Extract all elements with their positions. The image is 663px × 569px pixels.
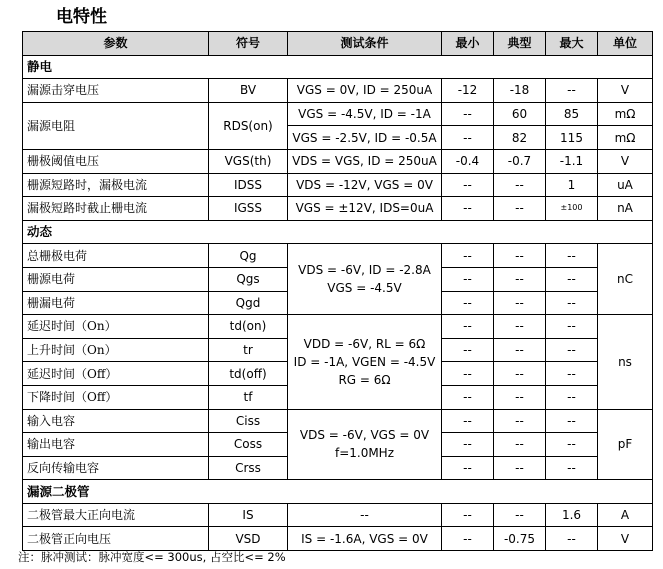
param-name: 栅漏电荷 xyxy=(23,291,209,315)
unit: mΩ xyxy=(598,102,653,126)
min-value: -- xyxy=(442,126,494,150)
typ-value: -- xyxy=(494,267,546,291)
header-condition: 测试条件 xyxy=(288,32,442,56)
min-value: -- xyxy=(442,315,494,339)
param-name: 总栅极电荷 xyxy=(23,244,209,268)
max-value: -- xyxy=(546,456,598,480)
max-value: -- xyxy=(546,315,598,339)
section-label: 动态 xyxy=(23,220,653,244)
min-value: -- xyxy=(442,362,494,386)
table-row xyxy=(23,315,653,339)
condition-line: VDS = -6V, ID = -2.8A xyxy=(298,263,431,278)
condition-line: RG = 6Ω xyxy=(338,372,391,387)
max-value: -1.1 xyxy=(546,149,598,173)
table-row xyxy=(23,173,653,197)
symbol: VSD xyxy=(209,527,288,551)
table-row xyxy=(23,503,653,527)
symbol: BV xyxy=(209,79,288,103)
unit: pF xyxy=(598,409,653,480)
condition-line: VDD = -6V, RL = 6Ω xyxy=(303,336,426,351)
section-row-diode xyxy=(23,480,653,504)
table-row xyxy=(23,244,653,268)
symbol: IDSS xyxy=(209,173,288,197)
min-value: -- xyxy=(442,244,494,268)
typ-value: -- xyxy=(494,362,546,386)
condition: VGS = ±12V, IDS=0uA xyxy=(288,197,442,221)
condition-line: VGS = -4.5V xyxy=(327,281,402,296)
header-param: 参数 xyxy=(23,32,209,56)
min-value: -- xyxy=(442,433,494,457)
symbol: RDS(on) xyxy=(209,102,288,149)
param-name: 漏源击穿电压 xyxy=(23,79,209,103)
min-value: -- xyxy=(442,291,494,315)
condition: IS = -1.6A, VGS = 0V xyxy=(288,527,442,551)
section-label: 漏源二极管 xyxy=(23,480,653,504)
typ-value: -- xyxy=(494,338,546,362)
max-value: -- xyxy=(546,79,598,103)
typ-value: 82 xyxy=(494,126,546,150)
unit: A xyxy=(598,503,653,527)
condition-group xyxy=(288,244,442,315)
typ-value: -0.7 xyxy=(494,149,546,173)
param-name: 上升时间（On） xyxy=(23,338,209,362)
param-name: 漏极短路时截止栅电流 xyxy=(23,197,209,221)
min-value: -- xyxy=(442,338,494,362)
min-value: -0.4 xyxy=(442,149,494,173)
header-symbol: 符号 xyxy=(209,32,288,56)
table-row xyxy=(23,197,653,221)
unit: V xyxy=(598,527,653,551)
symbol: IGSS xyxy=(209,197,288,221)
min-value: -12 xyxy=(442,79,494,103)
section-label: 静电 xyxy=(23,55,653,79)
symbol: Qgd xyxy=(209,291,288,315)
unit: V xyxy=(598,149,653,173)
max-value: 1 xyxy=(546,173,598,197)
max-value: -- xyxy=(546,338,598,362)
symbol: td(on) xyxy=(209,315,288,339)
symbol: VGS(th) xyxy=(209,149,288,173)
section-row-static xyxy=(23,55,653,79)
typ-value: -- xyxy=(494,503,546,527)
typ-value: 60 xyxy=(494,102,546,126)
param-name: 栅源电荷 xyxy=(23,267,209,291)
param-name: 下降时间（Off） xyxy=(23,385,209,409)
condition-group xyxy=(288,409,442,480)
max-value: -- xyxy=(546,433,598,457)
max-value: -- xyxy=(546,291,598,315)
condition: VGS = -4.5V, ID = -1A xyxy=(288,102,442,126)
param-name: 输入电容 xyxy=(23,409,209,433)
typ-value: -- xyxy=(494,244,546,268)
condition: VGS = -2.5V, ID = -0.5A xyxy=(288,126,442,150)
symbol: Qg xyxy=(209,244,288,268)
param-name: 延迟时间（Off） xyxy=(23,362,209,386)
min-value: -- xyxy=(442,173,494,197)
max-value: -- xyxy=(546,385,598,409)
section-title: 电特性 xyxy=(56,7,107,27)
symbol: Crss xyxy=(209,456,288,480)
condition: VDS = -12V, VGS = 0V xyxy=(288,173,442,197)
typ-value: -- xyxy=(494,173,546,197)
max-value: 1.6 xyxy=(546,503,598,527)
typ-value: -- xyxy=(494,315,546,339)
min-value: -- xyxy=(442,503,494,527)
typ-value: -- xyxy=(494,385,546,409)
condition-line: ID = -1A, VGEN = -4.5V xyxy=(293,354,436,369)
symbol: Ciss xyxy=(209,409,288,433)
typ-value: -- xyxy=(494,456,546,480)
min-value: -- xyxy=(442,456,494,480)
symbol: td(off) xyxy=(209,362,288,386)
condition: -- xyxy=(288,503,442,527)
condition-line: VDS = -6V, VGS = 0V xyxy=(299,428,430,443)
table-row xyxy=(23,149,653,173)
header-typ: 典型 xyxy=(494,32,546,56)
unit: mΩ xyxy=(598,126,653,150)
param-name: 延迟时间（On） xyxy=(23,315,209,339)
unit: nC xyxy=(598,244,653,315)
max-value: 115 xyxy=(546,126,598,150)
typ-value: -0.75 xyxy=(494,527,546,551)
unit: V xyxy=(598,79,653,103)
param-name: 输出电容 xyxy=(23,433,209,457)
min-value: -- xyxy=(442,102,494,126)
param-name: 栅极阈值电压 xyxy=(23,149,209,173)
param-name: 栅源短路时，漏极电流 xyxy=(23,173,209,197)
condition: VDS = VGS, ID = 250uA xyxy=(288,149,442,173)
symbol: tf xyxy=(209,385,288,409)
unit: ns xyxy=(598,315,653,409)
section-row-dynamic xyxy=(23,220,653,244)
param-name: 二极管正向电压 xyxy=(23,527,209,551)
symbol: Coss xyxy=(209,433,288,457)
max-value: -- xyxy=(546,267,598,291)
typ-value: -- xyxy=(494,409,546,433)
max-value: ±100 xyxy=(546,197,598,221)
min-value: -- xyxy=(442,527,494,551)
table-row xyxy=(23,102,653,126)
unit: uA xyxy=(598,173,653,197)
condition-group xyxy=(288,315,442,409)
max-value: -- xyxy=(546,244,598,268)
param-name: 反向传输电容 xyxy=(23,456,209,480)
table-row xyxy=(23,409,653,433)
param-name: 漏源电阻 xyxy=(23,102,209,149)
max-value: -- xyxy=(546,409,598,433)
header-row xyxy=(23,32,653,56)
typ-value: -18 xyxy=(494,79,546,103)
typ-value: -- xyxy=(494,433,546,457)
condition: VGS = 0V, ID = 250uA xyxy=(288,79,442,103)
max-value: 85 xyxy=(546,102,598,126)
unit: nA xyxy=(598,197,653,221)
table-row xyxy=(23,527,653,551)
footnote: 注：脉冲测试：脉冲宽度<= 300us, 占空比<= 2% xyxy=(18,550,286,564)
table-row xyxy=(23,79,653,103)
header-unit: 单位 xyxy=(598,32,653,56)
header-min: 最小 xyxy=(442,32,494,56)
header-max: 最大 xyxy=(546,32,598,56)
min-value: -- xyxy=(442,385,494,409)
max-value: -- xyxy=(546,362,598,386)
symbol: tr xyxy=(209,338,288,362)
min-value: -- xyxy=(442,267,494,291)
min-value: -- xyxy=(442,409,494,433)
typ-value: -- xyxy=(494,291,546,315)
symbol: Qgs xyxy=(209,267,288,291)
max-value: -- xyxy=(546,527,598,551)
param-name: 二极管最大正向电流 xyxy=(23,503,209,527)
electrical-characteristics-table xyxy=(22,31,653,551)
condition-line: f=1.0MHz xyxy=(334,446,395,461)
typ-value: -- xyxy=(494,197,546,221)
min-value: -- xyxy=(442,197,494,221)
symbol: IS xyxy=(209,503,288,527)
